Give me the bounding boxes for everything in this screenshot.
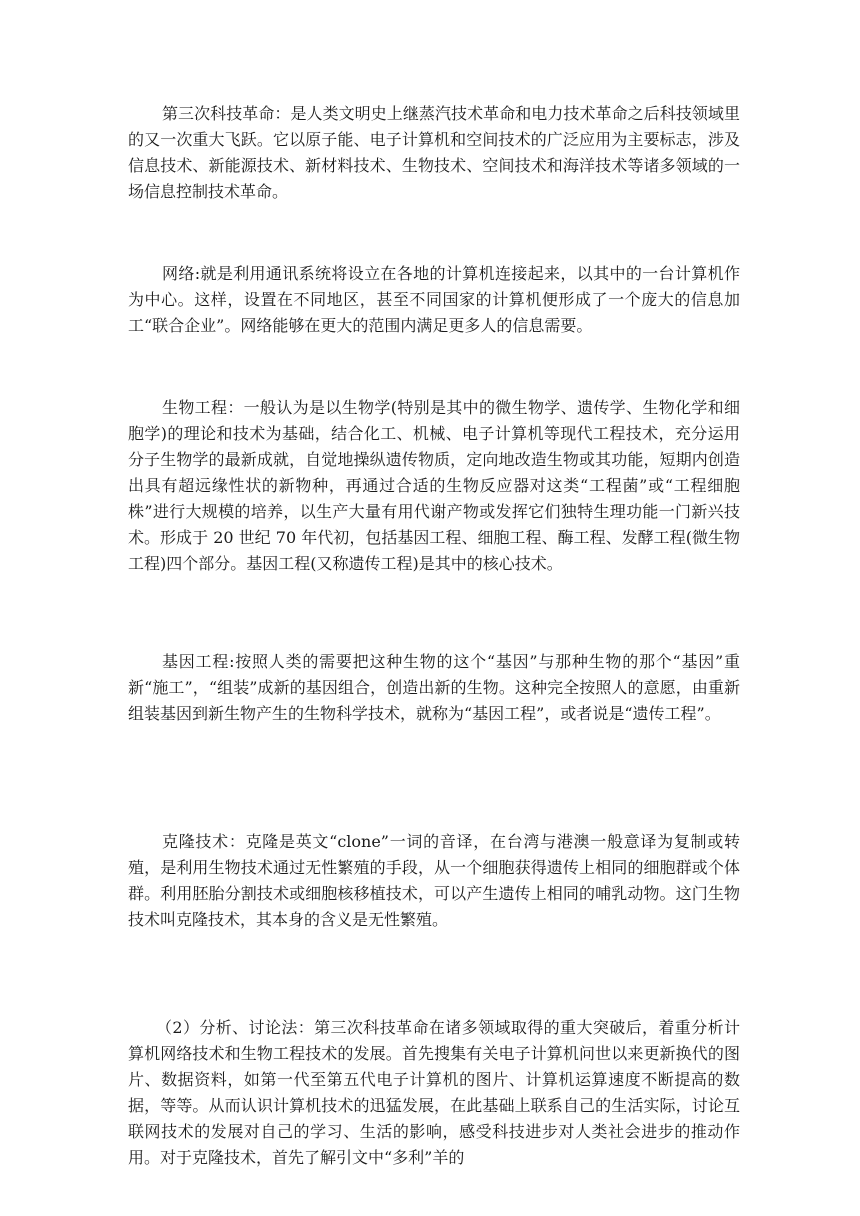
paragraph-genetic-engineering: 基因工程:按照人类的需要把这种生物的这个“基因”与那种生物的那个“基因”重新“施工”，“组装”成新的基因组合，创造出新的生物。这种完全按照人的意愿，由重新组装基因到新生物产生的生物科学技术，就称为“基因工程”，或者说是“遗传工程”。 <box>128 652 740 723</box>
paragraph-analysis-discussion: （2）分析、讨论法：第三次科技革命在诸多领域取得的重大突破后，着重分析计算机网络技术和生物工程技术的发展。首先搜集有关电子计算机问世以来更新换代的图片、数据资料，如第一代至第五代电子计算机的图片、计算机运算速度不断提高的数据，等等。从而认识计算机技术的迅猛发展，在此基础上联系自己的生活实际，讨论互联网技术的发展对自己的学习、生活的影响，感受科技进步对人类社会进步的推动作用。对于克隆技术，首先了解引文中“多利”羊的 <box>128 1018 740 1167</box>
paragraph-network: 网络:就是利用通讯系统将设立在各地的计算机连接起来，以其中的一台计算机作为中心。这样，设置在不同地区，甚至不同国家的计算机便形成了一个庞大的信息加工“联合企业”。网络能够在更大的范围内满足更多人的信息需要。 <box>128 264 740 335</box>
paragraph-bioengineering: 生物工程：一般认为是以生物学(特别是其中的微生物学、遗传学、生物化学和细胞学)的理论和技术为基础，结合化工、机械、电子计算机等现代工程技术，充分运用分子生物学的最新成就，自觉地操纵遗传物质，定向地改造生物或其功能，短期内创造出具有超远缘性状的新物种，再通过合适的生物反应器对这类“工程菌”或“工程细胞株”进行大规模的培养，以生产大量有用代谢产物或发挥它们独特生理功能一门新兴技术。形成于 20 世纪 70 年代初，包括基因工程、细胞工程、酶工程、发酵工程(微生物工程)四个部分。基因工程(又称遗传工程)是其中的核心技术。 <box>128 398 740 573</box>
paragraph-cloning: 克隆技术：克隆是英文“clone”一词的音译，在台湾与港澳一般意译为复制或转殖，是利用生物技术通过无性繁殖的手段，从一个细胞获得遗传上相同的细胞群或个体群。利用胚胎分割技术或细胞核移植技术，可以产生遗传上相同的哺乳动物。这门生物技术叫克隆技术，其本身的含义是无性繁殖。 <box>128 832 740 929</box>
paragraph-third-tech-revolution: 第三次科技革命：是人类文明史上继蒸汽技术革命和电力技术革命之后科技领域里的又一次重大飞跃。它以原子能、电子计算机和空间技术的广泛应用为主要标志，涉及信息技术、新能源技术、新材料技术、生物技术、空间技术和海洋技术等诸多领域的一场信息控制技术革命。 <box>128 104 740 201</box>
